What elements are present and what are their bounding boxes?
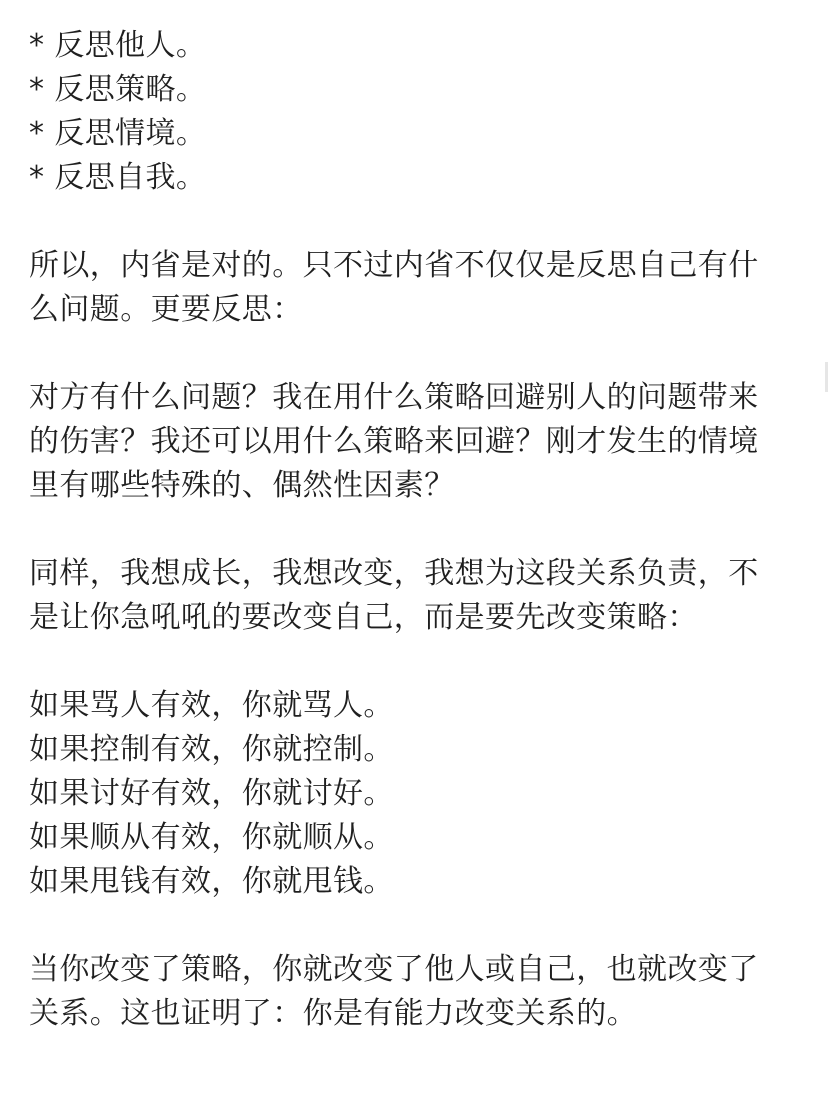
- paragraph-questions: [29, 376, 805, 508]
- reflect-list: [29, 24, 805, 200]
- paragraph-gap: [29, 904, 805, 948]
- paragraph-introspection: [29, 244, 805, 332]
- list-item: * 反思策略。: [29, 72, 207, 107]
- article-body: [29, 24, 805, 1036]
- strategy-list: [29, 684, 805, 904]
- paragraph-line: 的伤害？我还可以用什么策略来回避？刚才发生的情境: [29, 424, 759, 459]
- paragraph-gap: [29, 508, 805, 552]
- list-item: 如果顺从有效，你就顺从。: [29, 820, 394, 855]
- list-item: 如果讨好有效，你就讨好。: [29, 776, 394, 811]
- paragraph-growth: [29, 552, 805, 640]
- paragraph-line: 是让你急吼吼的要改变自己，而是要先改变策略：: [29, 600, 698, 635]
- list-item: 如果控制有效，你就控制。: [29, 732, 394, 767]
- list-item: * 反思他人。: [29, 28, 207, 63]
- paragraph-line: 所以，内省是对的。只不过内省不仅仅是反思自己有什: [29, 248, 759, 283]
- list-item: * 反思情境。: [29, 116, 207, 151]
- paragraph-gap: [29, 200, 805, 244]
- paragraph-gap: [29, 640, 805, 684]
- list-item: 如果甩钱有效，你就甩钱。: [29, 864, 394, 899]
- paragraph-conclusion: [29, 948, 805, 1036]
- paragraph-line: 么问题。更要反思：: [29, 292, 303, 327]
- paragraph-line: 关系。这也证明了：你是有能力改变关系的。: [29, 996, 637, 1031]
- list-item: * 反思自我。: [29, 160, 207, 195]
- paragraph-line: 对方有什么问题？我在用什么策略回避别人的问题带来: [29, 380, 759, 415]
- list-item: 如果骂人有效，你就骂人。: [29, 688, 394, 723]
- paragraph-gap: [29, 332, 805, 376]
- paragraph-line: 同样，我想成长，我想改变，我想为这段关系负责，不: [29, 556, 759, 591]
- paragraph-line: 当你改变了策略，你就改变了他人或自己，也就改变了: [29, 952, 759, 987]
- paragraph-line: 里有哪些特殊的、偶然性因素？: [29, 468, 455, 503]
